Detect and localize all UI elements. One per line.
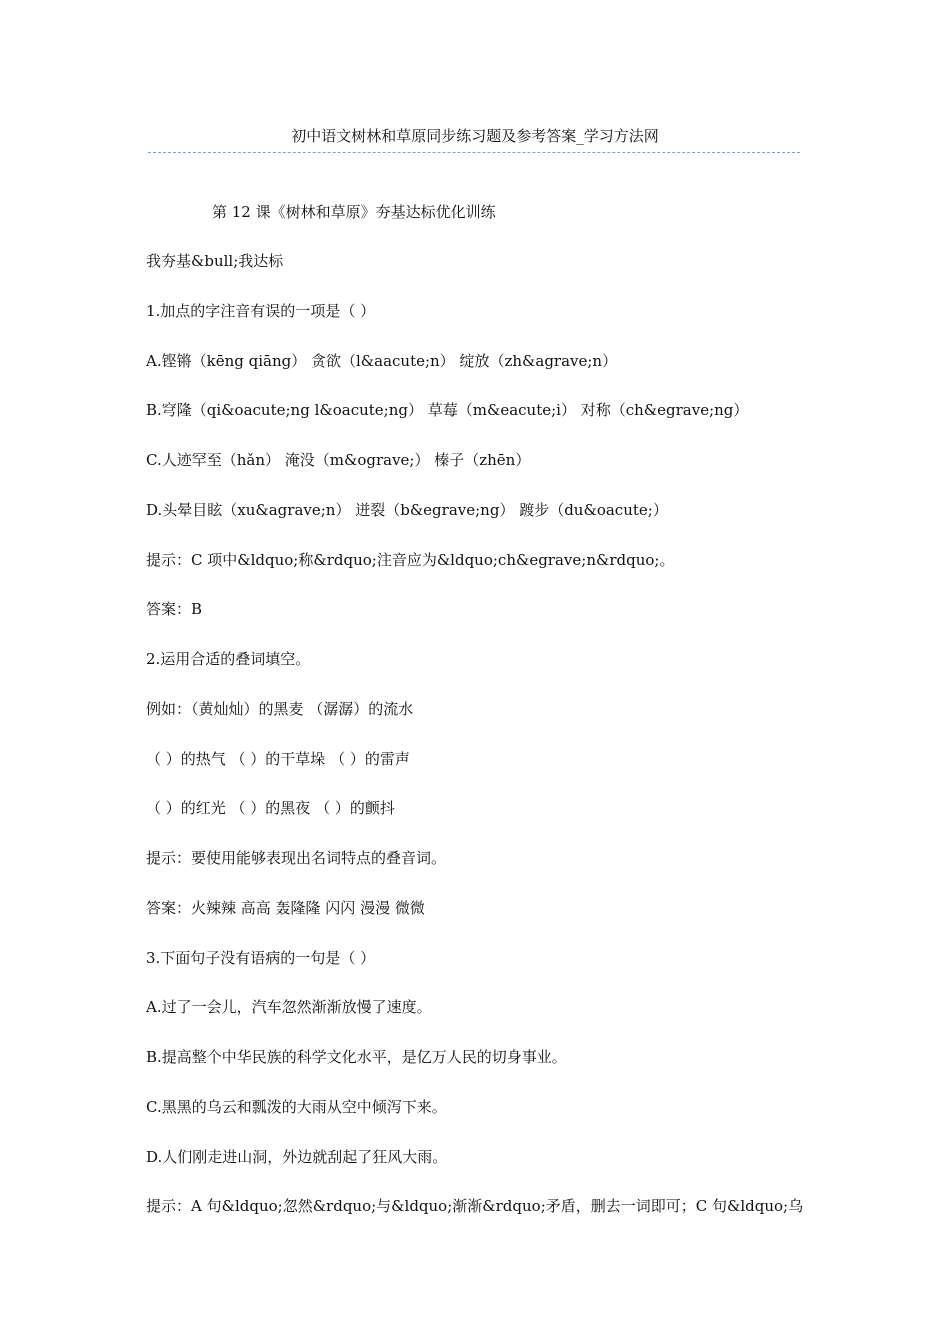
- text-line: C.黑黑的乌云和瓢泼的大雨从空中倾泻下来。: [146, 1097, 447, 1116]
- lesson-title: 第 12 课《树林和草原》夯基达标优化训练: [212, 203, 496, 221]
- text-line: D.头晕目眩（xu&agrave;n） 迸裂（b&egrave;ng） 踱步（du&oacute;）: [146, 500, 668, 519]
- text-line: 2.运用合适的叠词填空。: [146, 650, 311, 668]
- document-body: [146, 251, 816, 1246]
- text-line: （ ）的红光 （ ）的黑夜 （ ）的颤抖: [146, 799, 395, 818]
- text-line: B.穹隆（qi&oacute;ng l&oacute;ng） 草莓（m&eacute;i） 对称（ch&egrave;ng）: [146, 401, 749, 420]
- text-line: 3.下面句子没有语病的一句是（ ）: [146, 948, 376, 967]
- text-line: 答案：B: [146, 600, 203, 619]
- text-line: 提示：C 项中&ldquo;称&rdquo;注音应为&ldquo;ch&egrave;n&rdquo;。: [146, 550, 675, 569]
- text-line: 提示：A 句&ldquo;忽然&rdquo;与&ldquo;渐渐&rdquo;矛盾，删去一词即可；C 句&ldquo;乌: [146, 1197, 804, 1216]
- text-line: 答案：火辣辣 高高 轰隆隆 闪闪 漫漫 微微: [146, 898, 425, 917]
- text-line: 1.加点的字注音有误的一项是（ ）: [146, 301, 376, 320]
- text-line: 例如：（黄灿灿）的黑麦 （潺潺）的流水: [146, 699, 414, 718]
- text-line: D.人们刚走进山洞，外边就刮起了狂风大雨。: [146, 1147, 448, 1166]
- text-line: C.人迹罕至（hǎn） 淹没（m&ograve;） 榛子（zhēn）: [146, 451, 531, 469]
- text-line: （ ）的热气 （ ）的干草垛 （ ）的雷声: [146, 749, 410, 768]
- title-divider: [148, 152, 800, 153]
- text-line: B.提高整个中华民族的科学文化水平，是亿万人民的切身事业。: [146, 1048, 567, 1066]
- text-line: 提示：要使用能够表现出名词特点的叠音词。: [146, 849, 447, 867]
- text-line: 我夯基&bull;我达标: [146, 252, 284, 270]
- text-line: A.铿锵（kēng qiāng） 贪欲（l&aacute;n） 绽放（zh&agrave;n）: [146, 351, 618, 370]
- document-title: 初中语文树林和草原同步练习题及参考答案_学习方法网: [291, 127, 659, 145]
- text-line: A.过了一会儿，汽车忽然渐渐放慢了速度。: [146, 998, 432, 1017]
